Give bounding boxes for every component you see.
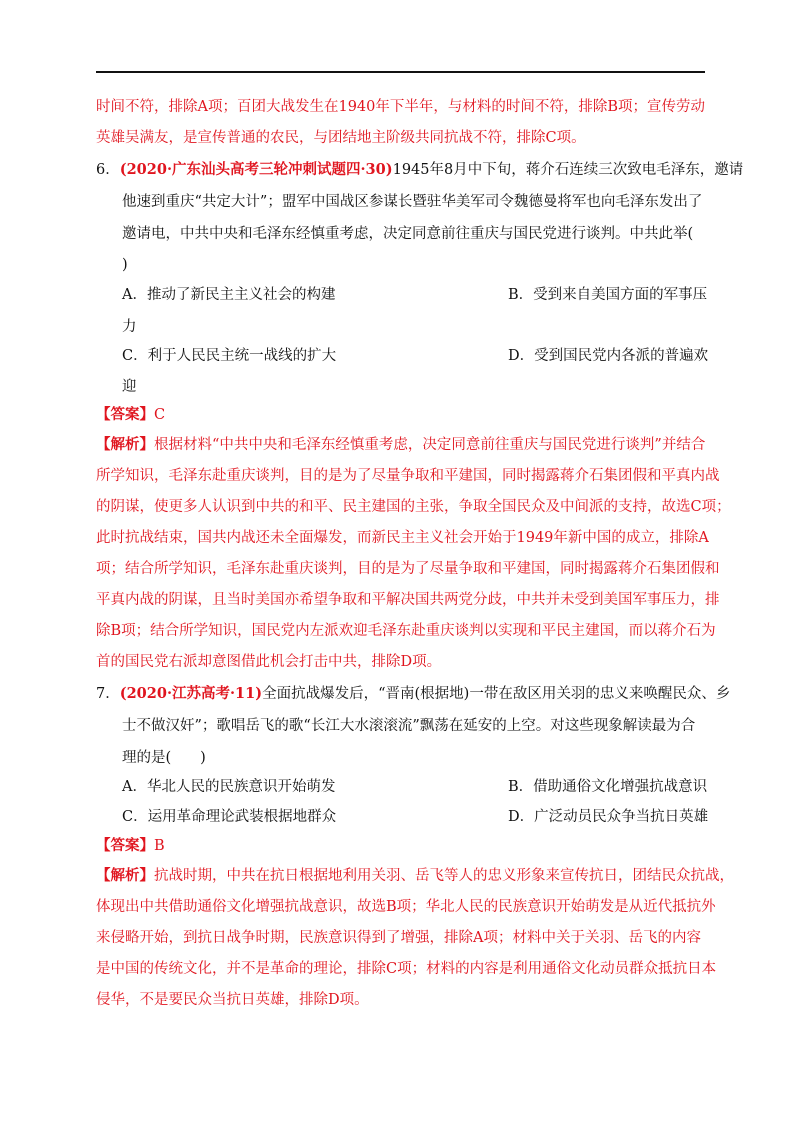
q7-stem-line-2: 士不做汉奸”；歌唱岳飞的歌“长江大水滚滚流”飘荡在延安的上空。对这些现象解读最为合 (122, 718, 696, 734)
q6-answer-value: C (154, 407, 166, 423)
q6-number: 6． (96, 162, 120, 178)
q7-stem-line-1 (96, 684, 731, 704)
q6-option-c: C．利于人民民主统一战线的扩大 (122, 348, 337, 364)
header-rule (96, 71, 705, 73)
q6-analysis-line-5: 项；结合所学知识，毛泽东赴重庆谈判，目的是为了尽量争取和平建国，同时揭露蒋介石集团假和 (96, 561, 720, 577)
q6-analysis-label: 【解析】 (96, 436, 154, 453)
q6-option-b-cont: 力 (122, 319, 137, 335)
q6-answer-label: 【答案】 (96, 406, 154, 423)
q7-option-a: A．华北人民的民族意识开始萌发 (122, 779, 336, 795)
q7-analysis-line-1 (96, 866, 734, 886)
q6-answer (96, 405, 716, 425)
q7-number: 7． (96, 686, 120, 702)
q6-stem-text-1: 1945年8月中下旬，蒋介石连续三次致电毛泽东，邀请 (392, 162, 744, 178)
q7-analysis-line-3: 来侵略开始，到抗日战争时期，民族意识得到了增强，排除A项；材料中关于关羽、岳飞的内容 (96, 930, 701, 946)
q6-source: (2020·广东汕头高考三轮冲刺试题四·30) (119, 161, 393, 178)
q7-source: (2020·江苏高考·11) (119, 685, 263, 702)
q7-answer-label: 【答案】 (96, 837, 154, 854)
q7-analysis-label: 【解析】 (96, 867, 154, 884)
q6-analysis-line-8: 首的国民党右派却意图借此机会打击中共，排除D项。 (96, 654, 442, 670)
q6-option-a: A．推动了新民主主义社会的构建 (122, 287, 336, 303)
q6-stem-line-1 (96, 160, 744, 180)
q7-analysis-text-1: 抗战时期，中共在抗日根据地利用关羽、岳飞等人的忠义形象来宣传抗日，团结民众抗战， (154, 868, 734, 884)
q7-analysis-line-2: 体现出中共借助通俗文化增强抗战意识，故选B项；华北人民的民族意识开始萌发是从近代抵抗外 (96, 899, 716, 915)
q6-analysis-line-1 (96, 435, 716, 455)
q6-analysis-text-1: 根据材料“中共中央和毛泽东经慎重考虑，决定同意前往重庆与国民党进行谈判”并结合 (154, 437, 706, 453)
q6-analysis-line-7: 除B项；结合所学知识，国民党内左派欢迎毛泽东赴重庆谈判以实现和平民主建国，而以蒋介石为 (96, 623, 716, 639)
q6-analysis-line-2: 所学知识，毛泽东赴重庆谈判，目的是为了尽量争取和平建国，同时揭露蒋介石集团假和平真内战 (96, 468, 720, 484)
prev-analysis-line-2: 英雄吴满友，是宣传普通的农民，与团结地主阶级共同抗战不符，排除C项。 (96, 130, 586, 146)
q7-answer-value: B (154, 838, 165, 854)
q6-analysis-line-6: 平真内战的阴谋，且当时美国亦希望争取和平解决国共两党分歧，中共并未受到美国军事压力，排 (96, 592, 720, 608)
q7-option-b: B．借助通俗文化增强抗战意识 (508, 779, 708, 795)
q6-stem-line-2: 他速到重庆“共定大计”；盟军中国战区参谋长暨驻华美军司令魏德曼将军也向毛泽东发出了 (122, 194, 703, 210)
q6-analysis-line-4: 此时抗战结束，国共内战还未全面爆发，而新民主主义社会开始于1949年新中国的成立，排除A (96, 530, 709, 546)
q7-analysis-line-4: 是中国的传统文化，并不是革命的理论，排除C项；材料的内容是利用通俗文化动员群众抵抗日本 (96, 961, 717, 977)
q7-option-d: D．广泛动员民众争当抗日英雄 (508, 809, 709, 825)
q7-stem-text-1: 全面抗战爆发后，“晋南(根据地)一带在敌区用关羽的忠义来唤醒民众、乡 (262, 686, 731, 702)
q6-stem-line-4: ) (122, 257, 128, 273)
q7-answer (96, 836, 716, 856)
q7-option-c: C．运用革命理论武装根据地群众 (122, 809, 337, 825)
q6-analysis-line-3: 的阴谋，使更多人认识到中共的和平、民主建国的主张，争取全国民众及中间派的支持，故选C项； (96, 499, 731, 515)
q7-analysis-line-5: 侵华，不是要民众当抗日英雄，排除D项。 (96, 992, 369, 1008)
q6-stem-line-3: 邀请电，中共中央和毛泽东经慎重考虑，决定同意前往重庆与国民党进行谈判。中共此举( (122, 226, 694, 242)
q6-option-d: D．受到国民党内各派的普遍欢 (508, 348, 709, 364)
prev-analysis-line-1: 时间不符，排除A项；百团大战发生在1940年下半年，与材料的时间不符，排除B项；宣传劳动 (96, 99, 706, 115)
q7-stem-line-3: 理的是( ) (122, 750, 206, 766)
q6-option-b: B．受到来自美国方面的军事压 (508, 287, 708, 303)
q6-option-d-cont: 迎 (122, 379, 137, 395)
